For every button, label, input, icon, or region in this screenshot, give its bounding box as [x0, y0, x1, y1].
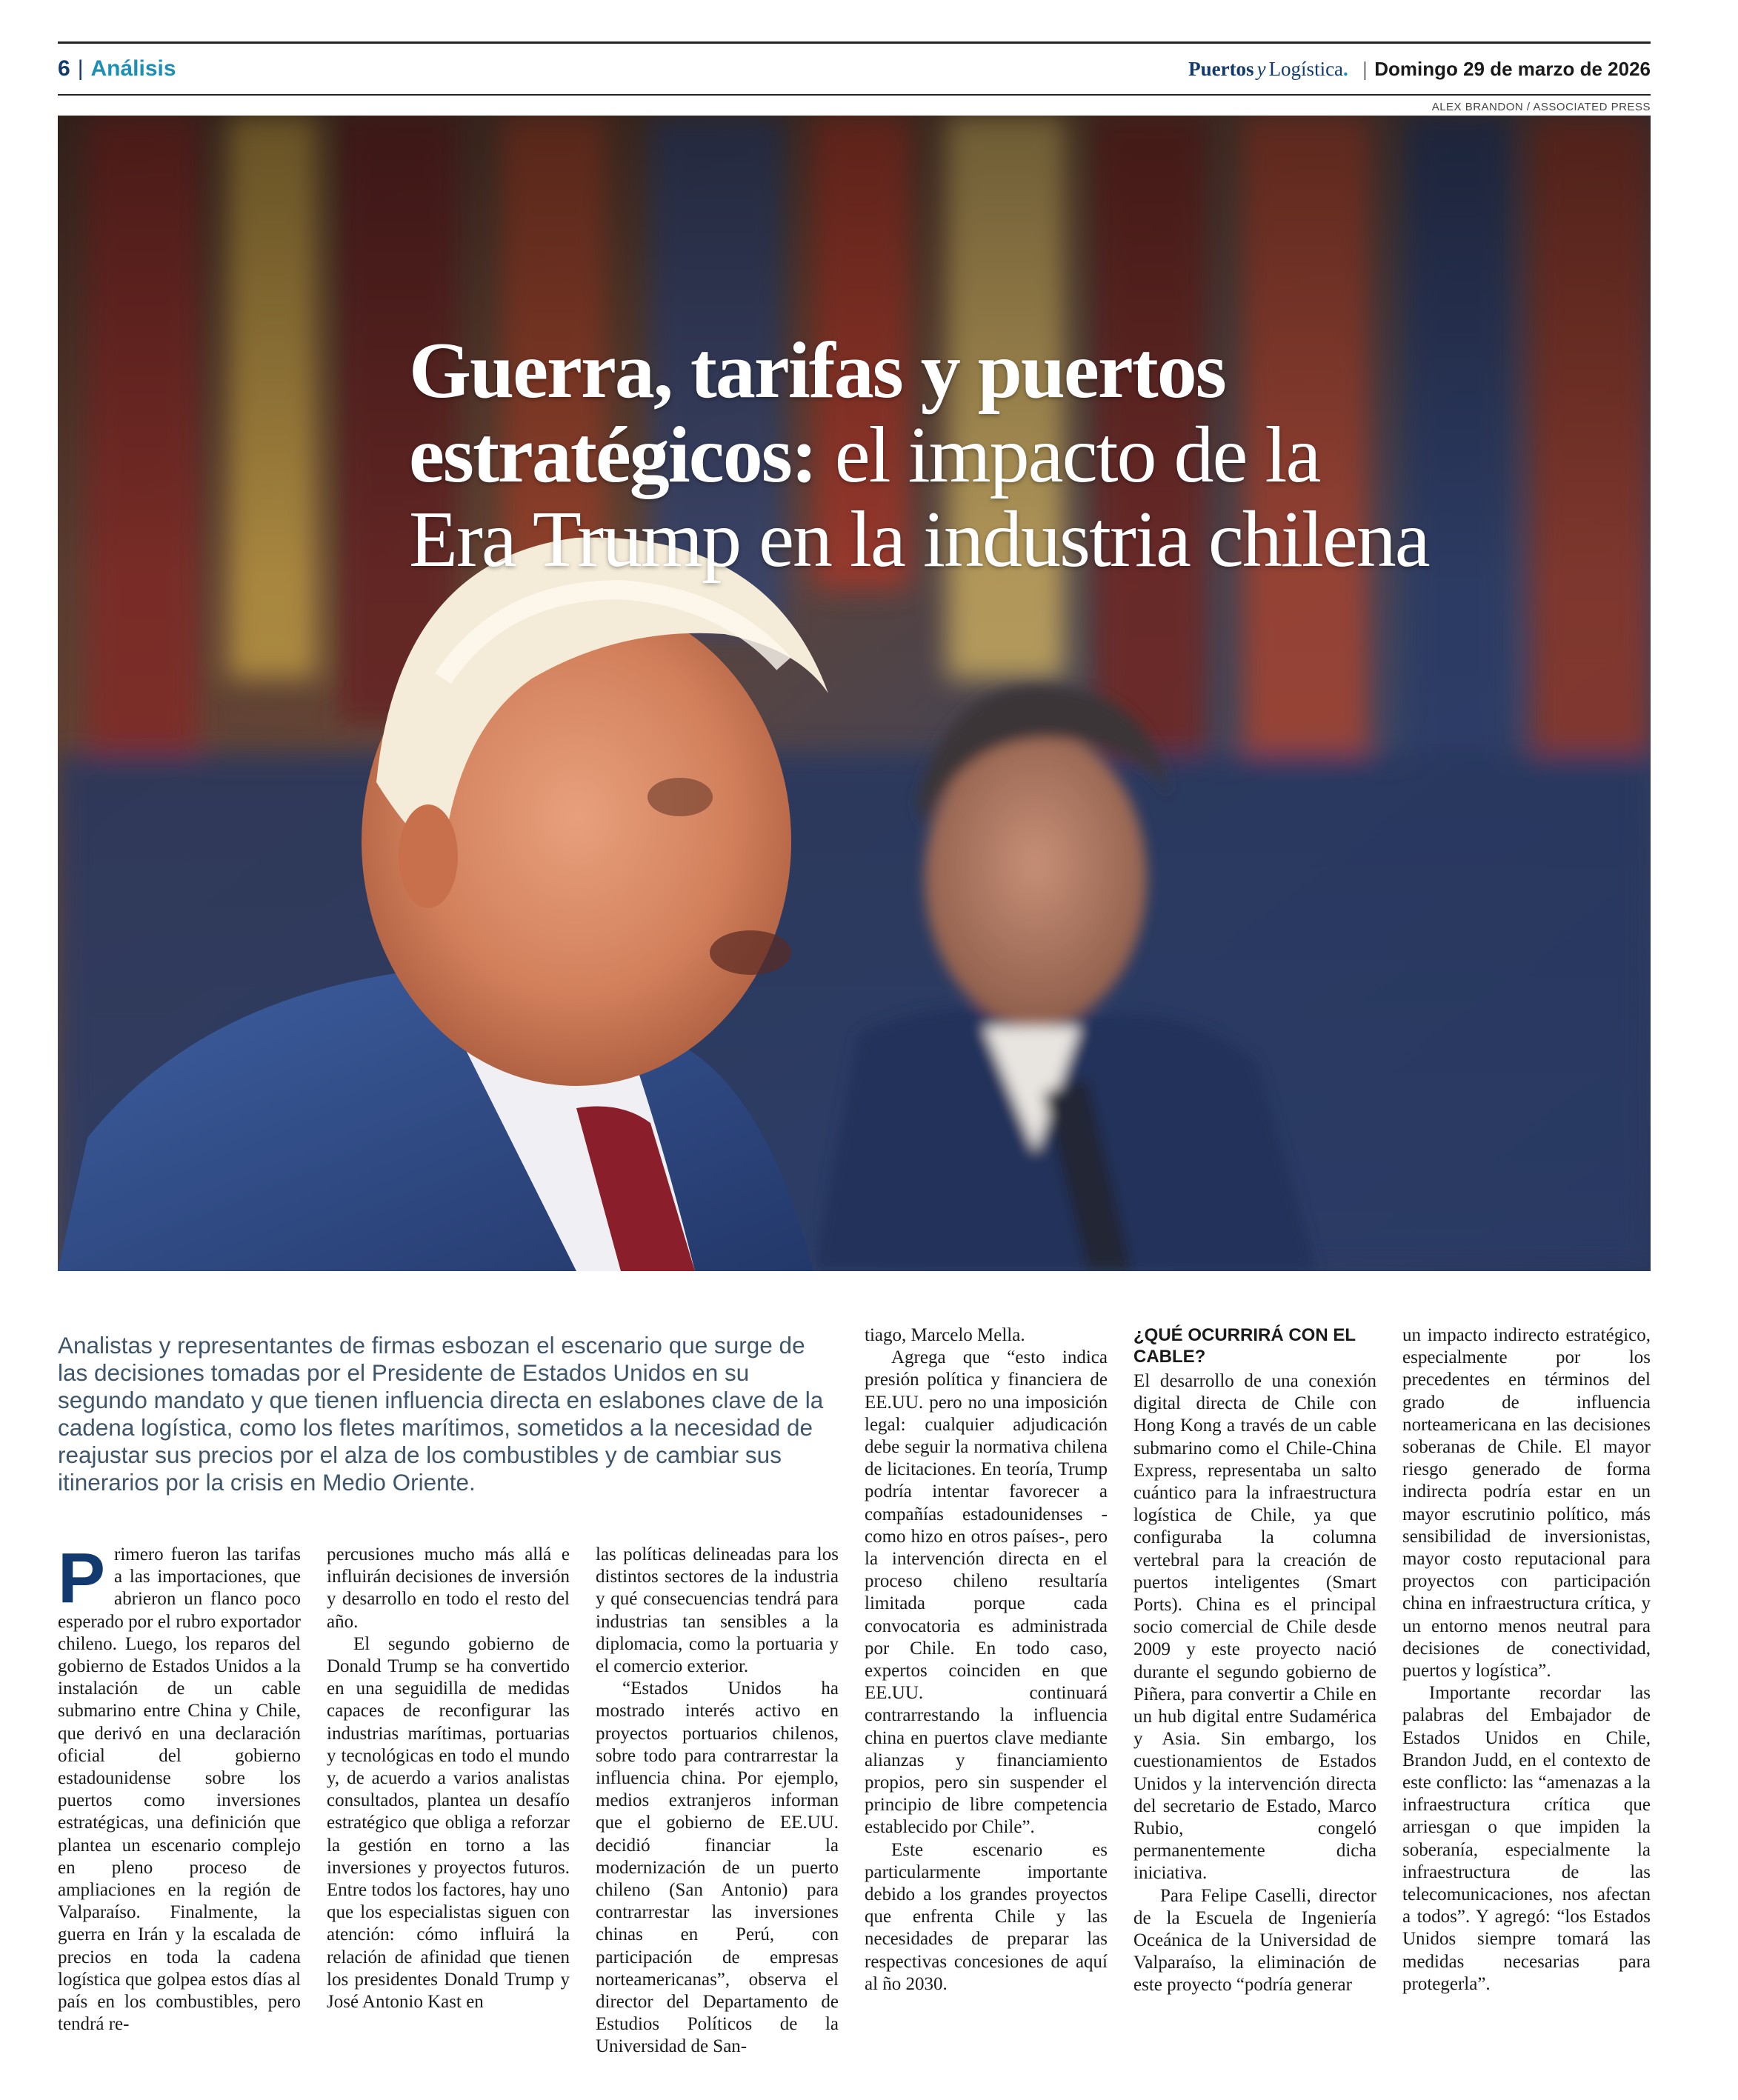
column-6-paragraph-1: un impacto indirecto estratégico, especialmente por los precedentes en términos del grado de influencia norteamericana en las decisiones soberanas de Chile. El mayor riesgo generado de forma indirecta podría estar en un mayor escrutinio político, más sensibilidad de inversionistas, mayor costo reputacional para proyectos con participación china en infraestructura crítica, y un entorno menos neutral para decisiones de conectividad, puertos y logística”. [1402, 1325, 1651, 1681]
issue-date: Domingo 29 de marzo de 2026 [1374, 57, 1651, 80]
subheading-cable: ¿QUÉ OCURRIRÁ CON EL CABLE? [1133, 1325, 1356, 1367]
brand-dot: . [1343, 57, 1348, 80]
column-5-paragraph-2: Para Felipe Caselli, director de la Escuela de Ingeniería Oceánica de la Universidad de Valparaíso, la eliminación de este proyecto “podría generar [1133, 1885, 1376, 1996]
text-column-4 [865, 1324, 1108, 1996]
column-4-paragraph-3: Este escenario es particularmente importante debido a los grandes proyectos que enfrenta Chile y las necesidades de preparar las respectivas concesiones de aquí al ño 2030. [865, 1839, 1108, 1994]
column-2-paragraph-2: El segundo gobierno de Donald Trump se ha convertido en una seguidilla de medidas capaces de reconfigurar las industrias marítimas, portuarias y tecnológicas en todo el mundo y, de acuerdo a varios analistas consultados, plantea un desafío estratégico que obliga a reforzar la gestión en torno a las inversiones y proyectos futuros. Entre todos los factores, hay uno que los especialistas siguen con atención: cómo influirá la relación de afinidad que tienen los presidentes Donald Trump y José Antonio Kast en [327, 1633, 570, 2013]
text-column-6 [1402, 1324, 1651, 1996]
text-column-1 [58, 1539, 301, 2036]
article-lead: Analistas y representantes de firmas esbozan el escenario que surge de las decisiones tomadas por el Presidente de Estados Unidos en su segundo mandato y que tienen influencia directa en eslabones clave de la cadena logística, como los fletes marítimos, sometidos a la necesidad de reajustar sus precios por el alza de los combustibles y de cambiar sus itinerarios por la crisis en Medio Oriente. [58, 1332, 824, 1496]
column-1-paragraph-1: rimero fueron las tarifas a las importaciones, que abrieron un flanco poco esperado por el rubro exportador chileno. Luego, los reparos del gobierno de Estados Unidos a la instalación de un cable submarino entre China y Chile, que derivó en una declaración oficial del gobierno estadounidense sobre los puertos como inversiones estratégicas, una definición que plantea un escenario complejo en pleno proceso de ampliaciones en la región de Valparaíso. Finalmente, la guerra en Irán y la escalada de precios en toda la cadena logística que golpea estos días al país en los combustibles, pero tendrá re- [58, 1544, 301, 2035]
drop-cap: P [58, 1539, 106, 1618]
text-column-3 [596, 1544, 839, 2059]
header-left [58, 44, 176, 94]
headline-line-2-regular: el impacto de la [816, 411, 1320, 499]
text-column-2 [327, 1544, 570, 2013]
column-2-paragraph-1: percusiones mucho más allá e influirán decisiones de inversión y desarrollo en todo el resto del año. [327, 1544, 570, 1632]
section-name: Análisis [90, 56, 176, 81]
headline-line-1: Guerra, tarifas y puertos [409, 327, 1225, 415]
headline-line-2 [409, 413, 1594, 498]
column-3-paragraph-2: “Estados Unidos ha mostrado interés activo en proyectos portuarios chilenos, sobre todo para contrarrestar la influencia china. Por ejemplo, medios extranjeros informan que el gobierno de EE.UU. decidió financiar la modernización de un puerto chileno (San Antonio) para contrarrestar las inversiones chinas en Perú, con participación de empresas norteamericanas”, observa el director del Departamento de Estudios Políticos de la Universidad de San- [596, 1679, 839, 2057]
photo-credit: ALEX BRANDON / ASSOCIATED PRESS [1431, 101, 1651, 113]
brand-name-y: y [1256, 57, 1266, 80]
text-column-5 [1133, 1324, 1376, 1997]
column-5-paragraph-1: El desarrollo de una conexión digital directa de Chile con Hong Kong a través de un cable submarino como el Chile-China Express, representaba un salto cuántico para la infraestructura logística de Chile, ya que configuraba la columna vertebral para la creación de puertos inteligentes (Smart Ports). China es el principal socio comercial de Chile desde 2009 y este proyecto nació durante el segundo gobierno de Piñera, para convertir a Chile en un hub digital entre Sudamérica y Asia. Sin embargo, los cuestionamientos de Estados Unidos y la intervención directa del secretario de Estado, Marco Rubio, congeló permanentemente dicha iniciativa. [1133, 1371, 1376, 1884]
headline-line-3: Era Trump en la industria chilena [409, 496, 1429, 584]
page-header [58, 41, 1651, 96]
hero-photo [58, 116, 1651, 1271]
hero-photo-illustration [58, 116, 1651, 1271]
brand-name-rest: Logística [1268, 57, 1344, 80]
headline-line-2-bold: estratégicos: [409, 411, 816, 499]
article-headline [409, 329, 1594, 582]
column-6-paragraph-2: Importante recordar las palabras del Embajador de Estados Unidos en Chile, Brandon Judd, en el contexto de este conflicto: las “amenazas a la infraestructura crítica que arriesgan o que impiden la soberanía, especialmente la infraestructura de las telecomunicaciones, nos afectan a todos”. Y agregó: “los Estados Unidos siempre tomará las medidas necesarias para protegerla”. [1402, 1683, 1651, 1994]
brand-name-bold: Puertos [1188, 57, 1254, 80]
column-4-paragraph-2: Agrega que “esto indica presión política y financiera de EE.UU. pero no una imposición legal: cualquier adjudicación debe seguir la normativa chilena de licitaciones. En teoría, Trump podría intentar favorecer a compañías estadounidenses -como hizo en otros países-, pero la intervención directa en el proceso chileno resultaría limitada porque cada convocatoria es administrada por Chile. En todo caso, expertos coinciden en que EE.UU. continuará contrarrestando la influencia china en puertos clave mediante alianzas y financiamiento propios, pero sin suspender el principio de libre competencia establecido por Chile”. [865, 1347, 1108, 1838]
page-number: 6 [58, 56, 70, 81]
header-divider: | [77, 56, 84, 81]
column-4-paragraph-1: tiago, Marcelo Mella. [865, 1325, 1025, 1345]
header-date-divider: | [1362, 57, 1368, 80]
column-3-paragraph-1: las políticas delineadas para los distintos sectores de la industria y qué consecuencias tendrá para industrias tan sensibles a la diplomacia, como la portuaria y el comercio exterior. [596, 1544, 839, 1677]
header-right [1188, 44, 1651, 94]
